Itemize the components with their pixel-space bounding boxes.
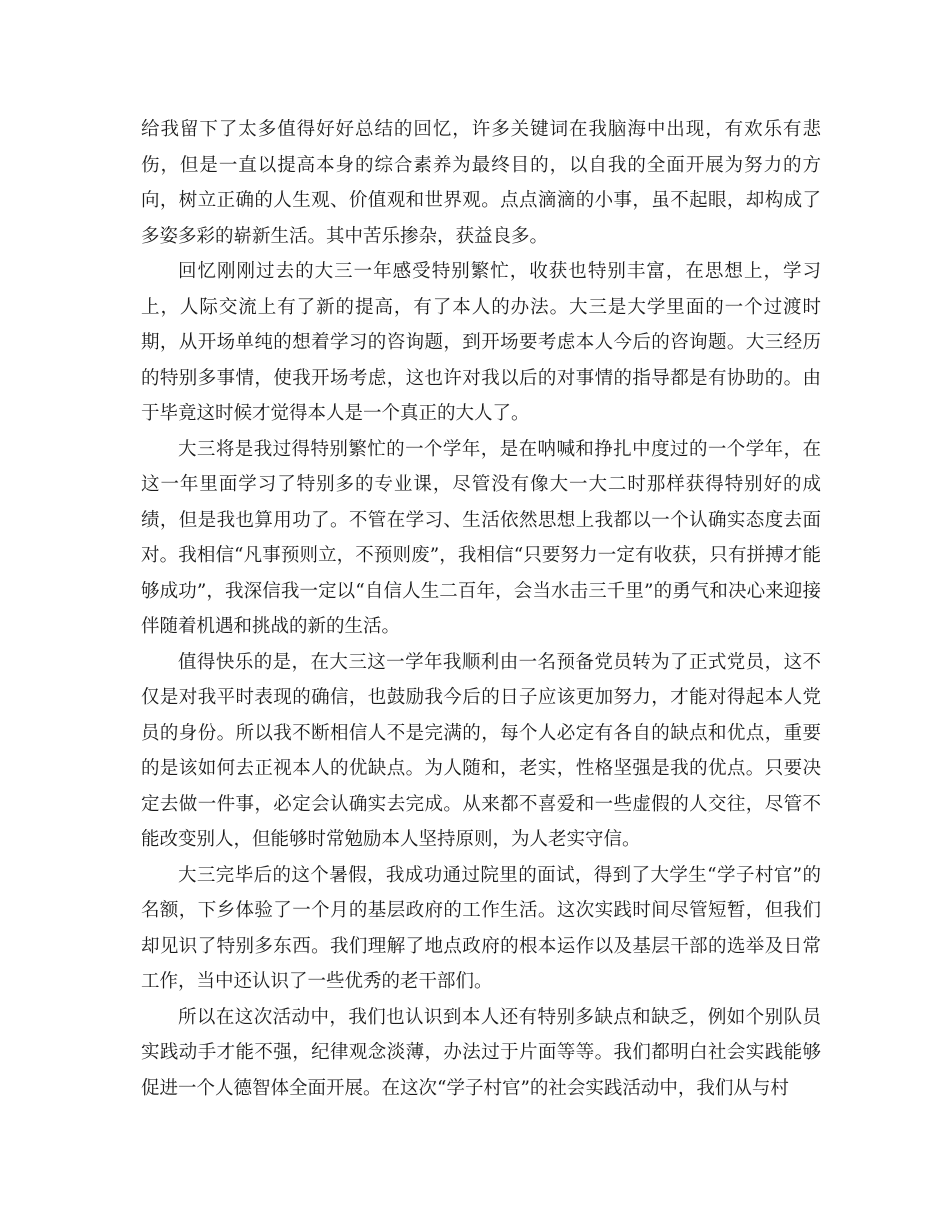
paragraph-6: 所以在这次活动中，我们也认识到本人还有特别多缺点和缺乏，例如个别队员实践动手才能不强，纪律观念淡薄，办法过于片面等等。我们都明白社会实践能够促进一个人德智体全面开展。在这次“学子村官”的社会实践活动中，我们从与村 [141,1006,821,1099]
paragraph-4: 值得快乐的是，在大三这一学年我顺利由一名预备党员转为了正式党员，这不仅是对我平时表现的确信，也鼓励我今后的日子应该更加努力，才能对得起本人党员的身份。所以我不断相信人不是完满的，每个人必定有各自的缺点和优点，重要的是该如何去正视本人的优缺点。为人随和，老实，性格坚强是我的优点。只要决定去做一件事，必定会认确实去完成。从来都不喜爱和一些虚假的人交往，尽管不能改变别人，但能够时常勉励本人坚持原则，为人老实守信。 [141,651,821,850]
paragraph-1: 给我留下了太多值得好好总结的回忆，许多关键词在我脑海中出现，有欢乐有悲伤，但是一直以提高本身的综合素养为最终目的，以自我的全面开展为努力的方向，树立正确的人生观、价值观和世界观。点点滴滴的小事，虽不起眼，却构成了多姿多彩的崭新生活。其中苦乐掺杂，获益良多。 [141,119,821,247]
paragraph-2: 回忆刚刚过去的大三一年感受特别繁忙，收获也特别丰富，在思想上，学习上，人际交流上有了新的提高，有了本人的办法。大三是大学里面的一个过渡时期，从开场单纯的想着学习的咨询题，到开场要考虑本人今后的咨询题。大三经历的特别多事情，使我开场考虑，这也许对我以后的对事情的指导都是有协助的。由于毕竟这时候才觉得本人是一个真正的大人了。 [141,261,821,424]
paragraph-5: 大三完毕后的这个暑假，我成功通过院里的面试，得到了大学生“学子村官”的名额，下乡体验了一个月的基层政府的工作生活。这次实践时间尽管短暂，但我们却见识了特别多东西。我们理解了地点政府的根本运作以及基层干部的选举及日常工作，当中还认识了一些优秀的老干部们。 [141,864,821,992]
paragraph-3: 大三将是我过得特别繁忙的一个学年，是在呐喊和挣扎中度过的一个学年，在这一年里面学习了特别多的专业课，尽管没有像大一大二时那样获得特别好的成绩，但是我也算用功了。不管在学习、生活依然思想上我都以一个认确实态度去面对。我相信“凡事预则立，不预则废”，我相信“只要努力一定有收获，只有拼搏才能够成功”，我深信我一定以“自信人生二百年，会当水击三千里”的勇气和决心来迎接伴随着机遇和挑战的新的生活。 [141,438,821,637]
document-page [141,112,821,1106]
